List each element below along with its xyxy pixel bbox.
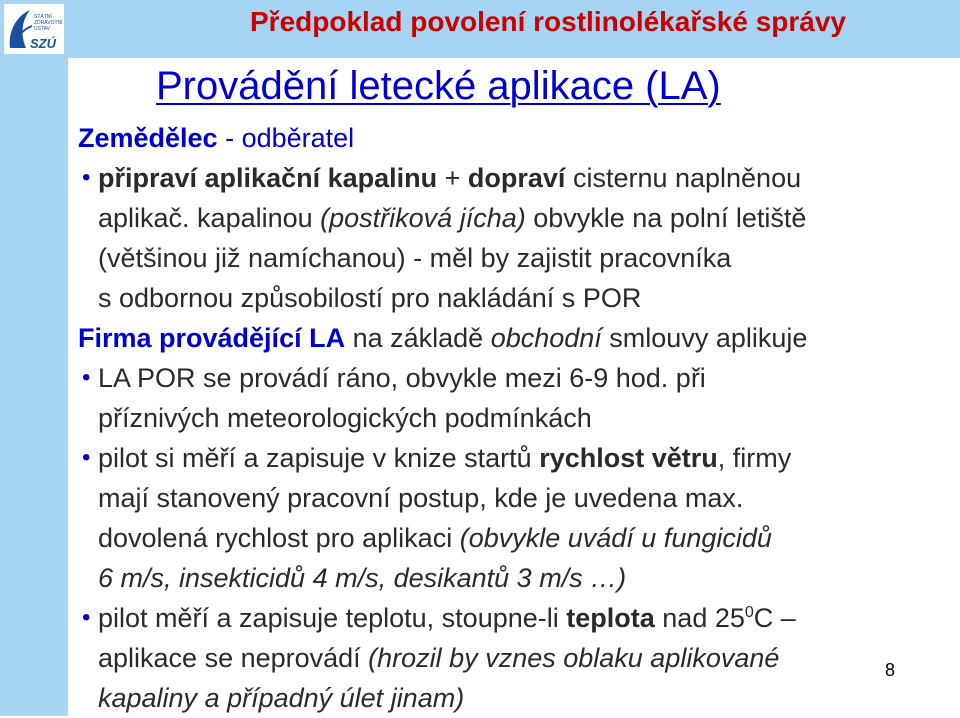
bullet-item: • LA POR se provádí ráno, obvykle mezi 6-9 hod. při xyxy=(78,358,948,398)
szu-logo xyxy=(4,4,64,54)
bullet-item: • pilot měří a zapisuje teplotu, stoupne-li teplota nad $25^0C$ – xyxy=(78,598,948,638)
bullet-continuation: příznivých meteorologických podmínkách xyxy=(98,403,592,433)
bullet-continuation: s odbornou způsobilostí pro nakládání s POR xyxy=(98,283,642,313)
slide-title: Provádění letecké aplikace (LA) xyxy=(156,64,721,108)
header-title: Předpoklad povolení rostlinolékařské správy xyxy=(250,6,846,37)
bullet-continuation: (většinou již namíchanou) - měl by zajistit pracovníka xyxy=(98,243,732,273)
bullet-continuation: dovolená rychlost pro aplikaci (obvykle uvádí u fungicidů xyxy=(98,523,772,553)
bullet-continuation: aplikace se neprovádí (hrozil by vznes oblaku aplikované xyxy=(98,643,780,673)
left-accent-bar xyxy=(0,0,68,716)
section-heading-firm: Firma provádějící LA na základě obchodní smlouvy aplikuje xyxy=(78,323,808,353)
logo-line1: STÁTNÍ xyxy=(34,14,52,20)
bullet-icon: • xyxy=(82,604,91,631)
section-heading-farmer: Zemědělec - odběratel xyxy=(78,123,355,153)
page-number: 8 xyxy=(885,660,896,680)
bullet-icon: • xyxy=(82,164,91,191)
bullet-item: • pilot si měří a zapisuje v knize startů rychlost větru, firmy xyxy=(78,438,948,478)
bullet-item: • připraví aplikační kapalinu + dopraví cisternu naplněnou xyxy=(78,158,948,198)
bullet-continuation: kapaliny a případný úlet jinam) xyxy=(98,683,465,713)
bullet-icon: • xyxy=(82,364,91,391)
bullet-continuation: 6 m/s, insekticidů 4 m/s, desikantů 3 m/s …) xyxy=(98,563,627,593)
slide-content xyxy=(78,118,948,718)
bullet-continuation: mají stanovený pracovní postup, kde je uvedena max. xyxy=(98,483,744,513)
bullet-icon: • xyxy=(82,444,91,471)
bullet-continuation: aplikač. kapalinou (postřiková jícha) obvykle na polní letiště xyxy=(98,203,807,233)
logo-line2: ZDRAVOTNÍ xyxy=(34,20,63,26)
logo-abbr: SZÚ xyxy=(30,36,56,51)
logo-line3: ÚSTAV xyxy=(34,26,50,32)
